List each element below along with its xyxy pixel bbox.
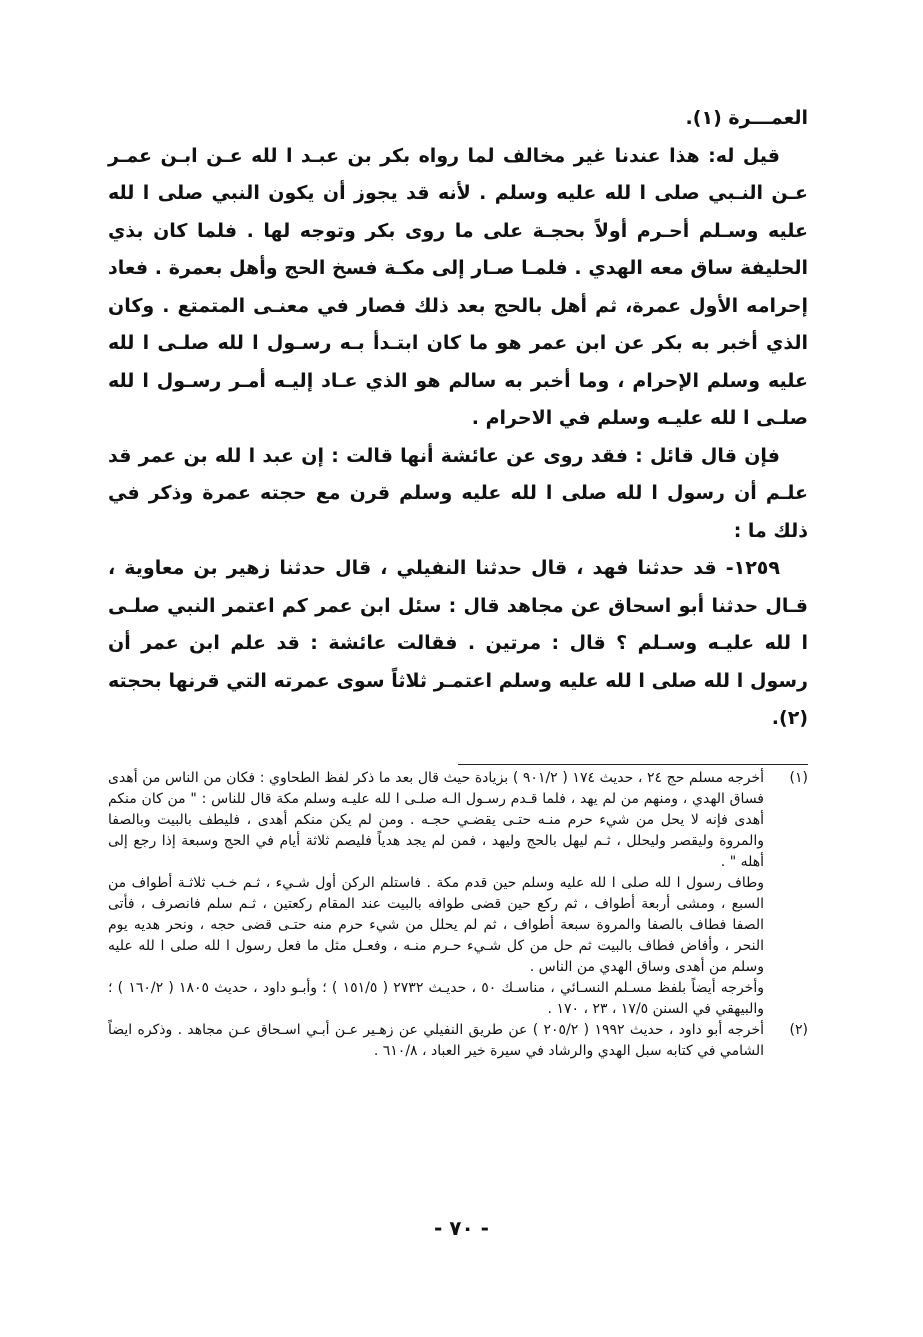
footnote — [108, 1020, 808, 1062]
footnote-number: (١) — [789, 770, 808, 786]
footnote-number: (٢) — [789, 1022, 808, 1038]
paragraph: قيل له: هذا عندنا غير مخالف لما رواه بكر بن عبـد ا لله عـن ابـن عمـر عـن النـبي صلى ا لله عليه وسلم . لأنه قد يجوز أن يكون النبي صلى ا لله عليه وسـلم أحـرم أولاً بحجـة على ما روى بكر وتوجه لها . فلما كان بذي الحليفة ساق معه الهدي . فلمـا صـار إلى مكـة فسخ الحج وأهل بعمرة . فعاد إحرامه الأول عمرة، ثم أهل بالحج بعد ذلك فصار في معنـى المتمتع . وكان الذي أخبر به بكر عن ابن عمر هو ما كان ابتـدأ بـه رسـول ا لله صلـى ا لله عليه وسلم الإحرام ، وما أخبر به سالم هو الذي عـاد إليـه أمـر رسـول ا لله صلـى ا لله عليـه وسلم في الاحرام . — [108, 144, 808, 429]
footnote-paragraph: أخرجه مسلم حج ٢٤ ، حديث ١٧٤ ( ٩٠١/٢ ) بزيادة حيث قال بعد ما ذكر لفظ الطحاوي : فكان من الناس من أهدى فساق الهدي ، ومنهم من لم يهد ، فلما قـدم رسـول الـه صلـى ا لله عليـه وسلم مكة قال للناس : " من كان منكم أهدى فإنه لا يحل من شيء حرم منـه حتـى يقضـي حجـه . ومن لم يكن منكم أهدى ، فليطف بالبيت وبالصفا والمروة وليقصر وليحلل ، ثـم ليهل بالحج وليهد ، فمن لم يجد هدياً فليصم ثلاثة أيام في الحج وسبعة إذا رجع إلى أهله " . — [108, 770, 764, 870]
footnote-paragraph: وأخرجه أيضاً بلفظ مسـلم النسـائي ، مناسـك ٥٠ ، حديـث ٢٧٣٢ ( ١٥١/٥ ) ؛ وأبـو داود ، حديث ١٨٠٥ ( ١٦٠/٢ ) ؛ والبيهقي في السنن ١٧/٥ ، ٢٣ ، ١٧٠ . — [108, 980, 764, 1017]
footnote-body — [108, 768, 764, 1020]
footnote-body — [108, 1020, 764, 1062]
footnote-paragraph: أخرجه أبو داود ، حديث ١٩٩٢ ( ٢٠٥/٢ ) عن طريق النفيلي عن زهـير عـن أبـي اسـحاق عـن مجاهد . وذكره ايضاً الشامي في كتابه سبل الهدي والرشاد في سيرة خير العباد ، ٦١٠/٨ . — [108, 1022, 764, 1059]
page-number: - ٧٠ - — [434, 1216, 489, 1240]
footnote-divider — [458, 764, 808, 765]
main-text — [108, 100, 808, 738]
paragraph: فإن قال قائل : فقد روى عن عائشة أنها قالت : إن عبد ا لله بن عمر قد علـم أن رسول ا لله صلى ا لله عليه وسلم قرن مع حجته عمرة وذكر في ذلك ما : — [108, 444, 808, 542]
footnotes — [108, 768, 808, 1062]
hadith-paragraph: ١٢٥٩- قد حدثنا فهد ، قال حدثنا النفيلي ، قال حدثنا زهير بن معاوية ، قـال حدثنا أبو اسحاق عن مجاهد قال : سئل ابن عمر كم اعتمر النبي صلـى ا لله عليـه وسـلم ؟ قال : مرتين . فقالت عائشة : قد علم ابن عمر أن رسول ا لله صلى ا لله عليه وسلم اعتمـر ثلاثاً سوى عمرته التي قرنها بحجته (٢). — [108, 557, 808, 729]
paragraph-heading: العمـــرة (١). — [685, 107, 808, 129]
footnote-paragraph: وطاف رسول ا لله صلى ا لله عليه وسلم حين قدم مكة . فاستلم الركن أول شـيء ، ثـم خـب ثلاثـة أطواف من السبع ، ومشى أربعة أطواف ، ثم ركع حين قضى طوافه بالبيت عند المقام ركعتين ، ثـم سلم فانصرف ، فأتى الصفا فطاف بالصفا والمروة سبعة أطواف ، ثم لم يحلل من شيء حرم منه حتـى قضى حجه ، ونحر هديه يوم النحر ، وأفاض فطاف بالبيت ثم حل من كل شـيء حـرم منـه ، وفعـل مثل ما فعل رسول ا لله صلى ا لله عليه وسلم من أهدى وساق الهدي من الناس . — [108, 875, 764, 975]
footnote — [108, 768, 808, 1020]
